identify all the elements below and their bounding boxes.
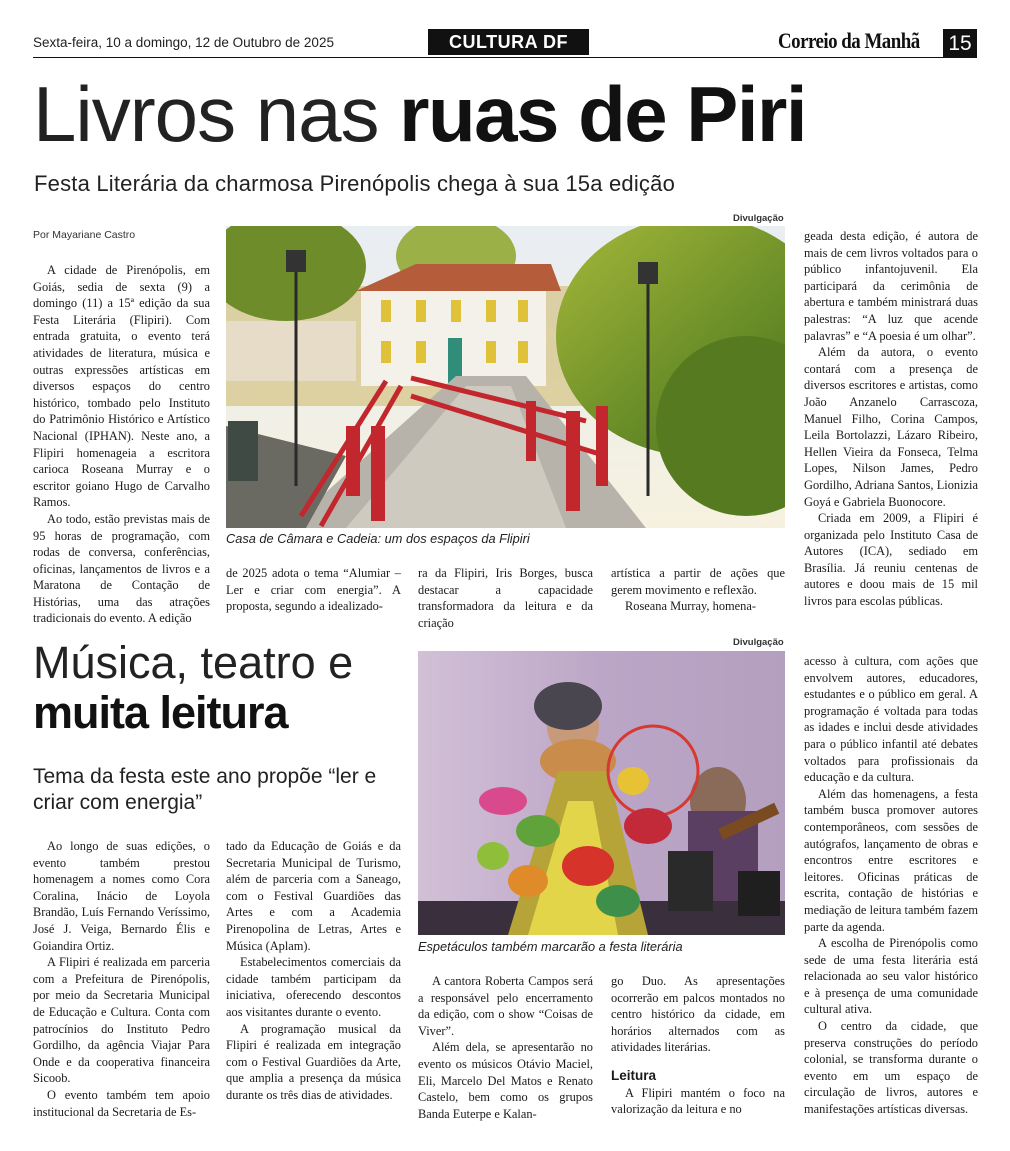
article2-headline-line1: Música, teatro e xyxy=(33,637,354,688)
photo2-credit: Divulgação xyxy=(733,637,784,648)
article2-col1-p2: A Flipiri é realizada em parceria com a Prefeitura de Pirenópolis, por meio da Secretaria Municipal de Educação e Cultura. Conta com patrocínios do Instituto Pedro Gordilho, da agência Viajar Para Onde e da cooperativa financeira Sicoob. xyxy=(33,955,210,1086)
page-number: 15 xyxy=(943,29,977,57)
article1-column-2 xyxy=(226,565,401,615)
article2-col5-p2: Além das homenagens, a festa também busca promover autores contemporâneos, com sessões de autógrafos, lançamento de obras e encontros entre escritores e leitores. Oficinas práticas de escrita, contação de histórias e mediação de leitura também fazem parte da agenda. xyxy=(804,786,978,934)
article2-col2-p1: tado da Educação de Goiás e da Secretaria Municipal de Turismo, além de parceria com a Saneago, com o Festival Guardiões das Artes e com a Academia Pirenopolina de Letras, Artes e Música (Aplam). xyxy=(226,839,401,953)
section-label: CULTURA DF xyxy=(428,29,589,55)
newspaper-logo: Correio da Manhã xyxy=(778,28,920,53)
article2-col5-p1: acesso à cultura, com ações que envolvem autores, educadores, estudantes e o público em geral. A programação é voltada para todas as idades e inclui desde atividades para o público infantil até debates voltados para profissionais da educação e da cultura. xyxy=(804,654,978,785)
article1-byline: Por Mayariane Castro xyxy=(33,229,136,241)
article2-subhead-leitura: Leitura xyxy=(611,1067,657,1083)
article1-headline-bold: ruas de Piri xyxy=(399,70,807,158)
article1-column-1 xyxy=(33,262,210,627)
article1-subtitle: Festa Literária da charmosa Pirenópolis chega à sua 15a edição xyxy=(34,171,676,196)
theatre-photo xyxy=(418,651,785,935)
article1-col4-p1: artística a partir de ações que gerem movimento e reflexão. xyxy=(611,566,785,597)
article2-col3-p2: Além dela, se apresentarão no evento os músicos Otávio Maciel, Eli, Marcelo Del Matos e Renato Castelo, bem como os grupos Banda Euterpe e Kalan- xyxy=(418,1040,593,1121)
article2-column-1 xyxy=(33,838,210,1120)
photo1-caption: Casa de Câmara e Cadeia: um dos espaços da Flipiri xyxy=(226,531,530,546)
article1-col5-p3: Criada em 2009, a Flipiri é organizada pelo Instituto Casa de Autores (ICA), sediado em Brasília. Já reuniu centenas de autores e doou mais de 15 mil livros para escolas públicas. xyxy=(804,511,978,609)
article1-col1-p2: Ao todo, estão previstas mais de 95 horas de programação, com rodas de conversa, conferências, oficinas, lançamentos de livros e a Maratona de Contação de Histórias, uma das atrações tradicionais do evento. A edição xyxy=(33,511,210,626)
photo1-credit: Divulgação xyxy=(733,213,784,224)
article2-col3-p1: A cantora Roberta Campos será a responsável pelo encerramento da edição, com o show “Coisas de Viver”. xyxy=(418,974,593,1038)
article2-col1-p1: Ao longo de suas edições, o evento também prestou homenagem a nomes como Cora Coralina, Inácio de Loyola Brandão, Luís Fernando Veríssimo, José J. Veiga, Bernardo Élis e Goiandira Ortiz. xyxy=(33,839,210,953)
photo2-caption: Espetáculos também marcarão a festa literária xyxy=(418,939,683,954)
article1-col1-p1: A cidade de Pirenópolis, em Goiás, sedia de sexta (9) a domingo (11) a 15ª edição da sua Festa Literária (Flipiri). Com entrada gratuita, o evento terá atividades de literatura, música e outras expressões artísticas em diversos espaços do centro histórico, tombado pelo Instituto do Patrimônio Histórico e Artístico Nacional (IPHAN). Neste ano, a Flipiri homenageia a escritora carioca Roseana Murray e o escritor goiano Hugo de Carvalho Ramos. xyxy=(33,263,210,510)
article2-col5-p3: A escolha de Pirenópolis como sede de uma festa literária está relacionada ao seu valor histórico e à presença de uma comunidade cultural ativa. xyxy=(804,936,978,1017)
header-rule xyxy=(33,57,977,58)
article1-column-3 xyxy=(418,565,593,631)
article1-headline-light: Livros nas xyxy=(33,70,400,158)
article1-column-5 xyxy=(804,228,978,610)
article2-headline xyxy=(33,638,353,738)
article2-column-2 xyxy=(226,838,401,1104)
bridge-photo xyxy=(226,226,785,528)
article2-col1-p3: O evento também tem apoio institucional da Secretaria de Es- xyxy=(33,1087,210,1119)
article1-headline xyxy=(33,68,806,160)
article1-column-4 xyxy=(611,565,785,615)
article2-col5-p4: O centro da cidade, que preserva construções do período colonial, se transforma durante o evento em um espaço de circulação de livros, autores e manifestações artísticas diversas. xyxy=(804,1019,978,1117)
article2-subtitle: Tema da festa este ano propõe “ler e criar com energia” xyxy=(33,765,377,814)
article1-col5-p2: Além da autora, o evento contará com a presença de diversos escritores e artistas, como João Anzanelo Carrascoza, Manuel Filho, Corina Campos, Leila Bortolazzi, Lázaro Ribeiro, Hellen Vieira da Fonseca, Telma Lopes, Nilson James, Pedro Gordilho, Adriana Santos, Lionizia Goyá e Gabriela Buonocore. xyxy=(804,345,978,509)
article2-col2-p3: A programação musical da Flipiri é realizada em integração com o Festival Guardiões da Arte, que amplia a presença da música durante os três dias de atividades. xyxy=(226,1021,401,1102)
article1-col2-p1: de 2025 adota o tema “Alumiar – Ler e criar com energia”. A proposta, segundo a idealizado- xyxy=(226,566,401,614)
article2-col2-p2: Estabelecimentos comerciais da cidade também participam da iniciativa, oferecendo descontos aos visitantes durante o evento. xyxy=(226,955,401,1019)
article2-column-4 xyxy=(611,973,785,1118)
article2-headline-line2: muita leitura xyxy=(33,687,288,738)
article1-col3-p1: ra da Flipiri, Iris Borges, busca destacar a capacidade transformadora da leitura e da criação xyxy=(418,566,593,630)
article2-column-3 xyxy=(418,973,593,1122)
article2-column-5 xyxy=(804,653,978,1118)
article2-col4-p2: A Flipiri mantém o foco na valorização da leitura e no xyxy=(611,1085,785,1117)
article1-col4-p2: Roseana Murray, homena- xyxy=(625,599,756,614)
article1-col5-p1: geada desta edição, é autora de mais de cem livros voltados para o público infantojuvenil. Ela participará da cerimônia de abertura e também ministrará duas palestras: “A luz que acende palavras” e “A poesia é um olhar”. xyxy=(804,229,978,343)
edition-date: Sexta-feira, 10 a domingo, 12 de Outubro de 2025 xyxy=(33,35,334,50)
article2-col4-p1: go Duo. As apresentações ocorrerão em palcos montados no centro histórico da cidade, em horários alternados com as atividades literárias. xyxy=(611,974,785,1055)
